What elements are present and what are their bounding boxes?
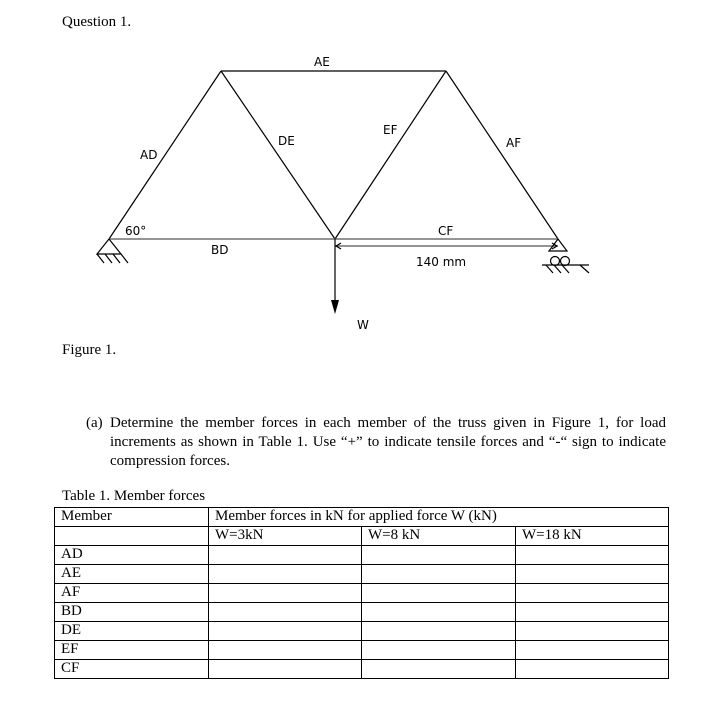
table-row bbox=[55, 660, 669, 679]
member-name: AE bbox=[55, 565, 209, 584]
header-group: Member forces in kN for applied force W (kN) bbox=[209, 508, 669, 527]
label-AD: AD bbox=[140, 148, 158, 162]
member-DE bbox=[221, 71, 335, 239]
member-EF bbox=[335, 71, 446, 239]
member-name: CF bbox=[55, 660, 209, 679]
force-cell[interactable] bbox=[362, 584, 516, 603]
force-cell[interactable] bbox=[362, 565, 516, 584]
table-subheader-row bbox=[55, 527, 669, 546]
dimension-label: 140 mm bbox=[416, 255, 467, 269]
member-AD bbox=[109, 71, 221, 239]
header-member: Member bbox=[55, 508, 209, 527]
force-cell[interactable] bbox=[362, 660, 516, 679]
member-name: AD bbox=[55, 546, 209, 565]
member-AF bbox=[446, 71, 558, 239]
label-AE: AE bbox=[314, 55, 330, 69]
angle-label: 60° bbox=[125, 224, 147, 238]
member-forces-table bbox=[54, 507, 669, 679]
question-title: Question 1. bbox=[62, 14, 132, 30]
force-cell[interactable] bbox=[516, 546, 669, 565]
table-row bbox=[55, 546, 669, 565]
force-cell[interactable] bbox=[362, 546, 516, 565]
force-cell[interactable] bbox=[516, 603, 669, 622]
table-row bbox=[55, 622, 669, 641]
table-header-row bbox=[55, 508, 669, 527]
force-cell[interactable] bbox=[516, 565, 669, 584]
table-row bbox=[55, 584, 669, 603]
load-arrow-icon bbox=[331, 300, 339, 314]
member-name: EF bbox=[55, 641, 209, 660]
label-AF: AF bbox=[506, 136, 522, 150]
header-w2: W=8 kN bbox=[362, 527, 516, 546]
table-caption: Table 1. Member forces bbox=[62, 488, 206, 504]
force-cell[interactable] bbox=[362, 622, 516, 641]
force-cell[interactable] bbox=[209, 622, 362, 641]
label-BD: BD bbox=[211, 243, 229, 257]
label-CF: CF bbox=[438, 224, 454, 238]
empty-cell bbox=[55, 527, 209, 546]
member-name: BD bbox=[55, 603, 209, 622]
force-cell[interactable] bbox=[209, 584, 362, 603]
member-name: AF bbox=[55, 584, 209, 603]
table-row bbox=[55, 603, 669, 622]
force-cell[interactable] bbox=[209, 603, 362, 622]
roller-support-icon bbox=[542, 239, 589, 273]
header-w1: W=3kN bbox=[209, 527, 362, 546]
figure-caption: Figure 1. bbox=[62, 342, 117, 358]
force-cell[interactable] bbox=[362, 641, 516, 660]
force-cell[interactable] bbox=[209, 660, 362, 679]
force-cell[interactable] bbox=[209, 546, 362, 565]
force-cell[interactable] bbox=[209, 565, 362, 584]
force-cell[interactable] bbox=[516, 584, 669, 603]
part-a-number: (a) bbox=[86, 415, 103, 431]
pin-support-icon bbox=[97, 239, 128, 263]
member-name: DE bbox=[55, 622, 209, 641]
force-cell[interactable] bbox=[516, 660, 669, 679]
force-cell[interactable] bbox=[362, 603, 516, 622]
part-a-text: Determine the member forces in each member of the truss given in Figure 1, for load increments as shown in Table 1. Use “+” to indicate tensile forces and “-“ sign to indicate compression forces. bbox=[110, 415, 666, 469]
label-DE: DE bbox=[278, 134, 295, 148]
part-a-question bbox=[86, 414, 666, 471]
load-label: W bbox=[357, 318, 369, 332]
header-w3: W=18 kN bbox=[516, 527, 669, 546]
table-row bbox=[55, 641, 669, 660]
force-cell[interactable] bbox=[516, 641, 669, 660]
table-row bbox=[55, 565, 669, 584]
force-cell[interactable] bbox=[516, 622, 669, 641]
label-EF: EF bbox=[383, 123, 398, 137]
force-cell[interactable] bbox=[209, 641, 362, 660]
